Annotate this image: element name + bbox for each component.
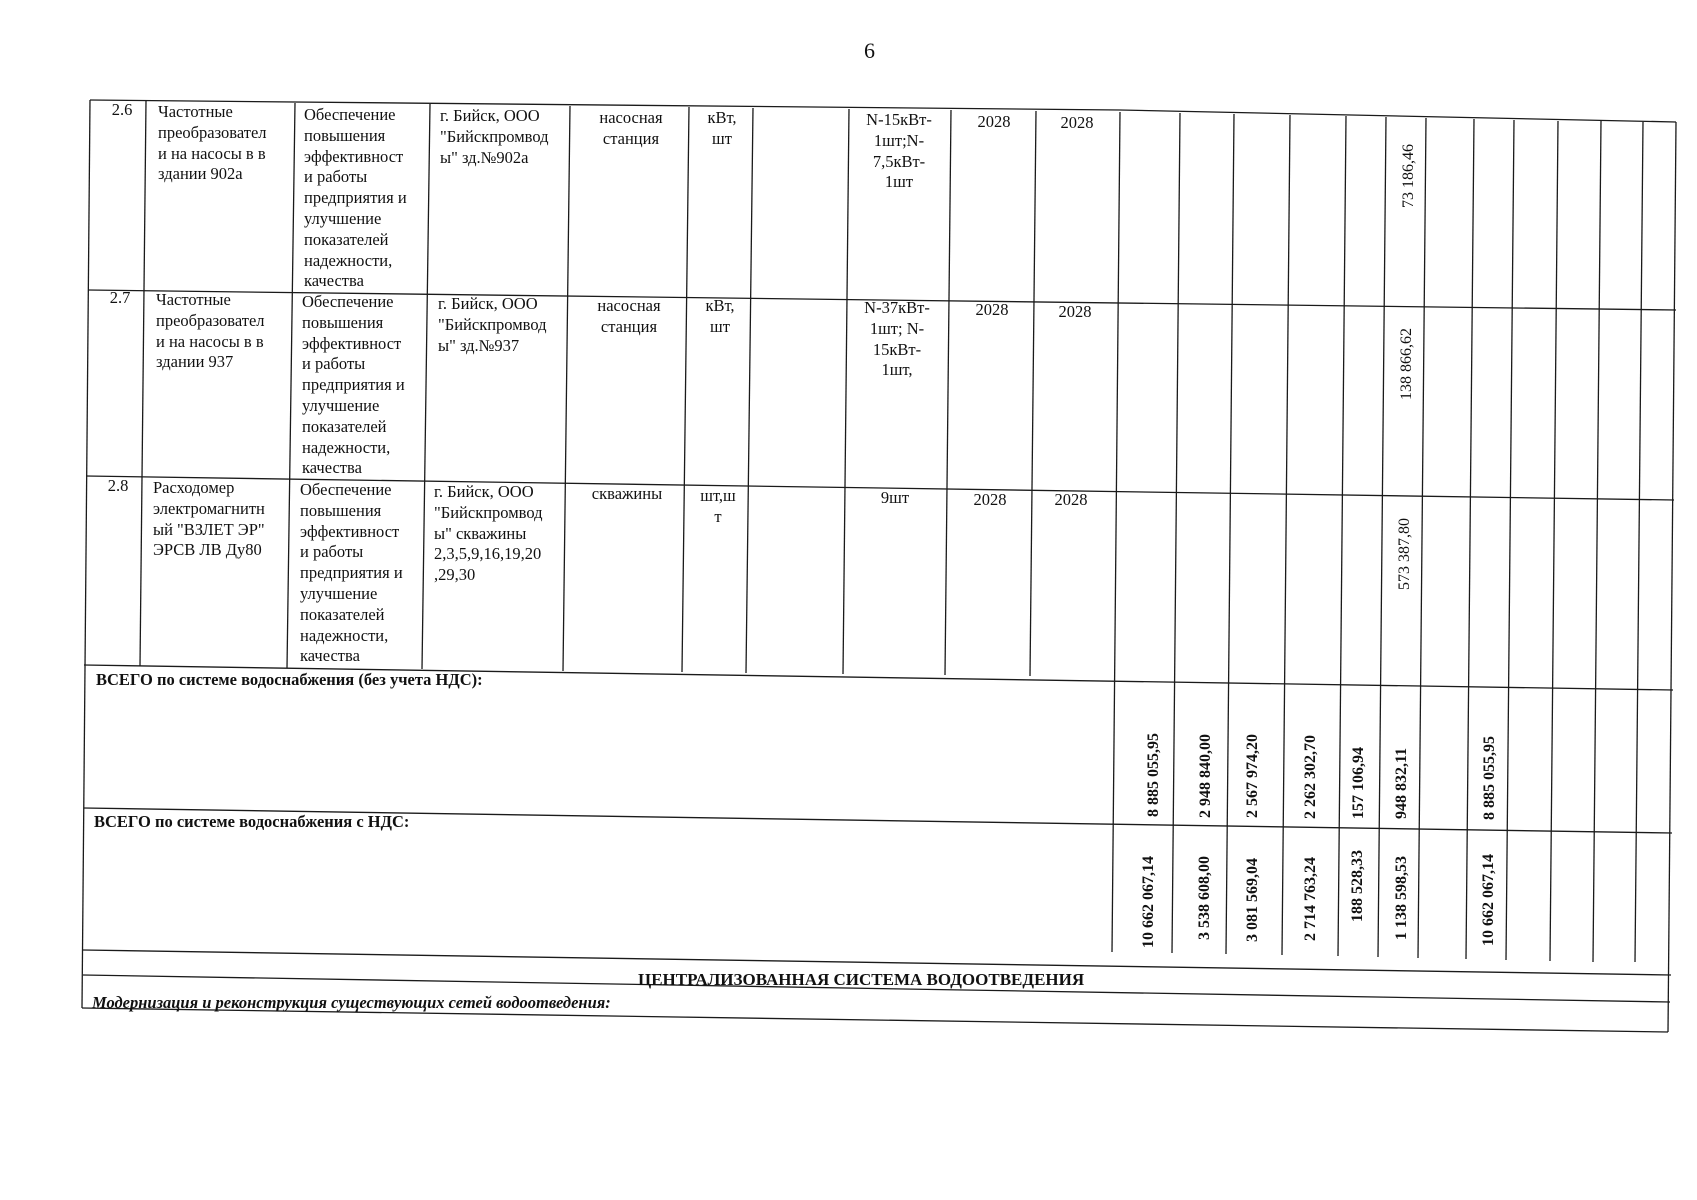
unit: кВт, шт: [705, 296, 735, 336]
total-value: 188 528,33: [1349, 850, 1366, 922]
total-value: 2 714 763,24: [1302, 857, 1319, 941]
total-value: 948 832,11: [1393, 747, 1410, 819]
object-type: насосная станция: [597, 296, 661, 336]
cost-value: 73 186,46: [1400, 144, 1417, 208]
object-type: насосная станция: [599, 108, 663, 148]
year-end: 2028: [1054, 490, 1088, 509]
total-value: 1 138 598,53: [1393, 856, 1410, 940]
measure-name: Частотные преобразовател и на насосы в в здании 937: [156, 290, 265, 372]
unit: кВт, шт: [707, 108, 737, 148]
total-value: 3 081 569,04: [1244, 858, 1261, 942]
cost-value: 573 387,80: [1396, 518, 1413, 590]
location: г. Бийск, ООО "Бийскпромвод ы" зд.№937: [438, 294, 547, 355]
measure-goal: Обеспечение повышения эффективност и работы предприятия и улучшение показателей надежности, качества: [300, 480, 403, 666]
total-label: ВСЕГО по системе водоснабжения (без учета НДС):: [96, 670, 483, 689]
page-number: 6: [864, 38, 875, 63]
cost-value: 138 866,62: [1398, 328, 1415, 400]
total-value: 8 885 055,95: [1145, 733, 1162, 817]
total-label: ВСЕГО по системе водоснабжения с НДС:: [94, 812, 410, 831]
row-number: 2.7: [109, 288, 131, 307]
row-number: 2.6: [111, 100, 133, 119]
object-type: скважины: [591, 484, 663, 503]
total-value: 10 662 067,14: [1480, 854, 1497, 946]
year-end: 2028: [1058, 302, 1092, 321]
capacity: N-37кВт- 1шт; N- 15кВт- 1шт,: [864, 298, 930, 380]
total-value: 10 662 067,14: [1140, 856, 1157, 948]
year-start: 2028: [977, 112, 1011, 131]
location: г. Бийск, ООО "Бийскпромвод ы" скважины 2,3,5,9,16,19,20 ,29,30: [434, 482, 543, 585]
measure-name: Частотные преобразовател и на насосы в в здании 902а: [158, 102, 267, 184]
subsection-title: Модернизация и реконструкция существующих сетей водоотведения:: [92, 993, 611, 1012]
section-title: ЦЕНТРАЛИЗОВАННАЯ СИСТЕМА ВОДООТВЕДЕНИЯ: [638, 970, 1085, 989]
total-value: 8 885 055,95: [1481, 736, 1498, 820]
measure-goal: Обеспечение повышения эффективност и работы предприятия и улучшение показателей надежности, качества: [302, 292, 405, 478]
measure-name: Расходомер электромагнитн ый "ВЗЛЕТ ЭР" ЭРСВ ЛВ Ду80: [153, 478, 265, 560]
row-number: 2.8: [107, 476, 129, 495]
unit: шт,ш т: [700, 486, 736, 526]
capacity: 9шт: [880, 488, 910, 507]
total-value: 2 262 302,70: [1302, 735, 1319, 819]
total-value: 2 567 974,20: [1244, 734, 1261, 818]
measure-goal: Обеспечение повышения эффективност и работы предприятия и улучшение показателей надежности, качества: [304, 105, 407, 291]
location: г. Бийск, ООО "Бийскпромвод ы" зд.№902а: [440, 106, 549, 167]
year-start: 2028: [973, 490, 1007, 509]
total-value: 157 106,94: [1350, 747, 1367, 819]
capacity: N-15кВт- 1шт;N- 7,5кВт- 1шт: [866, 110, 932, 192]
year-end: 2028: [1060, 113, 1094, 132]
total-value: 3 538 608,00: [1196, 856, 1213, 940]
year-start: 2028: [975, 300, 1009, 319]
total-value: 2 948 840,00: [1197, 734, 1214, 818]
